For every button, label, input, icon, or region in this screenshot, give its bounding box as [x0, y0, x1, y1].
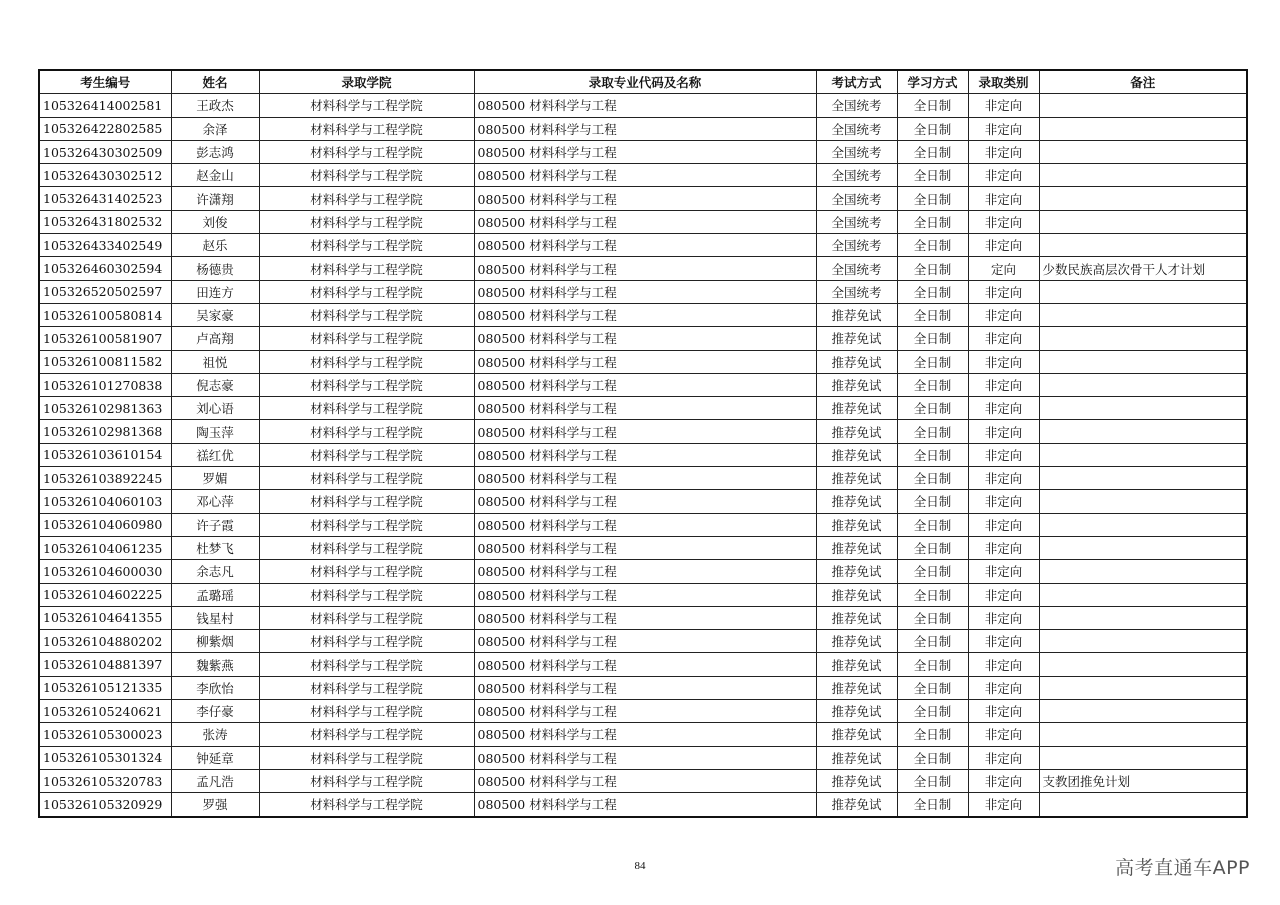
page-number: 84: [634, 860, 646, 872]
cell-exam: 全国统考: [816, 187, 897, 210]
header-name: 姓名: [171, 70, 259, 94]
cell-study: 全日制: [897, 443, 968, 466]
cell-name: 柳紫烟: [171, 630, 259, 653]
cell-name: 钱星村: [171, 606, 259, 629]
cell-name: 余泽: [171, 117, 259, 140]
cell-college: 材料科学与工程学院: [259, 700, 474, 723]
header-major: 录取专业代码及名称: [474, 70, 816, 94]
table-row: [39, 117, 1247, 140]
cell-note: [1039, 560, 1247, 583]
cell-study: 全日制: [897, 653, 968, 676]
cell-study: 全日制: [897, 94, 968, 117]
cell-major: 080500 材料科学与工程: [474, 723, 816, 746]
table-row: [39, 769, 1247, 792]
cell-exam: 全国统考: [816, 140, 897, 163]
cell-note: [1039, 583, 1247, 606]
cell-id: 105326103610154: [39, 443, 171, 466]
cell-major: 080500 材料科学与工程: [474, 327, 816, 350]
table-row: [39, 723, 1247, 746]
cell-name: 卢高翔: [171, 327, 259, 350]
cell-name: 王政杰: [171, 94, 259, 117]
cell-category: 非定向: [968, 187, 1039, 210]
cell-major: 080500 材料科学与工程: [474, 606, 816, 629]
cell-category: 非定向: [968, 676, 1039, 699]
cell-major: 080500 材料科学与工程: [474, 630, 816, 653]
cell-name: 彭志鸿: [171, 140, 259, 163]
table-row: [39, 630, 1247, 653]
cell-category: 非定向: [968, 467, 1039, 490]
cell-id: 105326460302594: [39, 257, 171, 280]
cell-name: 钟延章: [171, 746, 259, 769]
cell-note: [1039, 234, 1247, 257]
cell-exam: 推荐免试: [816, 793, 897, 817]
cell-study: 全日制: [897, 187, 968, 210]
table-row: [39, 467, 1247, 490]
cell-id: 105326105301324: [39, 746, 171, 769]
cell-study: 全日制: [897, 117, 968, 140]
cell-college: 材料科学与工程学院: [259, 560, 474, 583]
cell-college: 材料科学与工程学院: [259, 94, 474, 117]
cell-note: 少数民族高层次骨干人才计划: [1039, 257, 1247, 280]
cell-note: [1039, 746, 1247, 769]
cell-college: 材料科学与工程学院: [259, 443, 474, 466]
cell-note: [1039, 303, 1247, 326]
cell-major: 080500 材料科学与工程: [474, 420, 816, 443]
cell-exam: 推荐免试: [816, 327, 897, 350]
cell-category: 非定向: [968, 723, 1039, 746]
cell-college: 材料科学与工程学院: [259, 164, 474, 187]
cell-id: 105326104602225: [39, 583, 171, 606]
cell-id: 105326430302509: [39, 140, 171, 163]
cell-id: 105326433402549: [39, 234, 171, 257]
table-row: [39, 420, 1247, 443]
cell-exam: 推荐免试: [816, 606, 897, 629]
cell-category: 非定向: [968, 793, 1039, 817]
cell-name: 余志凡: [171, 560, 259, 583]
cell-note: [1039, 490, 1247, 513]
cell-note: 支教团推免计划: [1039, 769, 1247, 792]
cell-note: [1039, 94, 1247, 117]
cell-category: 非定向: [968, 164, 1039, 187]
cell-exam: 推荐免试: [816, 490, 897, 513]
table-row: [39, 397, 1247, 420]
cell-major: 080500 材料科学与工程: [474, 769, 816, 792]
cell-study: 全日制: [897, 676, 968, 699]
table-row: [39, 140, 1247, 163]
cell-category: 非定向: [968, 653, 1039, 676]
cell-name: 孟凡浩: [171, 769, 259, 792]
cell-major: 080500 材料科学与工程: [474, 560, 816, 583]
cell-major: 080500 材料科学与工程: [474, 210, 816, 233]
cell-major: 080500 材料科学与工程: [474, 536, 816, 559]
cell-major: 080500 材料科学与工程: [474, 280, 816, 303]
cell-id: 105326104641355: [39, 606, 171, 629]
cell-exam: 推荐免试: [816, 630, 897, 653]
cell-college: 材料科学与工程学院: [259, 606, 474, 629]
cell-note: [1039, 443, 1247, 466]
table-row: [39, 676, 1247, 699]
table-row: [39, 653, 1247, 676]
cell-category: 非定向: [968, 280, 1039, 303]
table-row: [39, 700, 1247, 723]
cell-category: 定向: [968, 257, 1039, 280]
cell-study: 全日制: [897, 630, 968, 653]
cell-study: 全日制: [897, 164, 968, 187]
cell-major: 080500 材料科学与工程: [474, 746, 816, 769]
cell-major: 080500 材料科学与工程: [474, 140, 816, 163]
cell-id: 105326104060103: [39, 490, 171, 513]
cell-college: 材料科学与工程学院: [259, 536, 474, 559]
cell-college: 材料科学与工程学院: [259, 653, 474, 676]
cell-college: 材料科学与工程学院: [259, 746, 474, 769]
cell-college: 材料科学与工程学院: [259, 723, 474, 746]
cell-college: 材料科学与工程学院: [259, 350, 474, 373]
cell-id: 105326105320783: [39, 769, 171, 792]
cell-name: 杨德贵: [171, 257, 259, 280]
cell-college: 材料科学与工程学院: [259, 210, 474, 233]
cell-exam: 全国统考: [816, 280, 897, 303]
table-row: [39, 560, 1247, 583]
cell-exam: 推荐免试: [816, 350, 897, 373]
table-row: [39, 443, 1247, 466]
cell-study: 全日制: [897, 140, 968, 163]
cell-category: 非定向: [968, 746, 1039, 769]
cell-study: 全日制: [897, 257, 968, 280]
cell-study: 全日制: [897, 234, 968, 257]
cell-id: 105326105240621: [39, 700, 171, 723]
cell-note: [1039, 606, 1247, 629]
cell-name: 许子霞: [171, 513, 259, 536]
cell-category: 非定向: [968, 94, 1039, 117]
cell-major: 080500 材料科学与工程: [474, 443, 816, 466]
cell-exam: 全国统考: [816, 210, 897, 233]
cell-exam: 全国统考: [816, 164, 897, 187]
table-row: [39, 490, 1247, 513]
cell-name: 祖悦: [171, 350, 259, 373]
table-row: [39, 257, 1247, 280]
table-row: [39, 583, 1247, 606]
cell-exam: 全国统考: [816, 257, 897, 280]
cell-major: 080500 材料科学与工程: [474, 257, 816, 280]
cell-note: [1039, 210, 1247, 233]
cell-major: 080500 材料科学与工程: [474, 117, 816, 140]
header-exam: 考试方式: [816, 70, 897, 94]
cell-category: 非定向: [968, 583, 1039, 606]
cell-college: 材料科学与工程学院: [259, 373, 474, 396]
cell-major: 080500 材料科学与工程: [474, 653, 816, 676]
cell-major: 080500 材料科学与工程: [474, 676, 816, 699]
cell-category: 非定向: [968, 443, 1039, 466]
cell-id: 105326422802585: [39, 117, 171, 140]
cell-note: [1039, 793, 1247, 817]
cell-college: 材料科学与工程学院: [259, 397, 474, 420]
cell-major: 080500 材料科学与工程: [474, 397, 816, 420]
cell-name: 禚红优: [171, 443, 259, 466]
cell-name: 杜梦飞: [171, 536, 259, 559]
admission-table: [38, 69, 1248, 818]
cell-name: 孟璐瑶: [171, 583, 259, 606]
cell-study: 全日制: [897, 350, 968, 373]
header-study: 学习方式: [897, 70, 968, 94]
cell-name: 魏紫燕: [171, 653, 259, 676]
watermark: 高考直通车APP: [1115, 857, 1250, 879]
cell-id: 105326431402523: [39, 187, 171, 210]
cell-note: [1039, 350, 1247, 373]
header-college: 录取学院: [259, 70, 474, 94]
cell-study: 全日制: [897, 560, 968, 583]
cell-major: 080500 材料科学与工程: [474, 303, 816, 326]
cell-id: 105326103892245: [39, 467, 171, 490]
cell-college: 材料科学与工程学院: [259, 257, 474, 280]
cell-major: 080500 材料科学与工程: [474, 164, 816, 187]
header-note: 备注: [1039, 70, 1247, 94]
cell-major: 080500 材料科学与工程: [474, 490, 816, 513]
table-row: [39, 94, 1247, 117]
cell-id: 105326104060980: [39, 513, 171, 536]
cell-note: [1039, 653, 1247, 676]
cell-study: 全日制: [897, 303, 968, 326]
cell-note: [1039, 420, 1247, 443]
cell-study: 全日制: [897, 490, 968, 513]
cell-college: 材料科学与工程学院: [259, 187, 474, 210]
cell-study: 全日制: [897, 700, 968, 723]
cell-note: [1039, 187, 1247, 210]
cell-note: [1039, 723, 1247, 746]
cell-id: 105326101270838: [39, 373, 171, 396]
cell-name: 刘俊: [171, 210, 259, 233]
cell-major: 080500 材料科学与工程: [474, 234, 816, 257]
table-row: [39, 210, 1247, 233]
cell-exam: 全国统考: [816, 94, 897, 117]
cell-id: 105326100581907: [39, 327, 171, 350]
cell-study: 全日制: [897, 467, 968, 490]
table-row: [39, 234, 1247, 257]
table-row: [39, 536, 1247, 559]
cell-college: 材料科学与工程学院: [259, 676, 474, 699]
cell-category: 非定向: [968, 700, 1039, 723]
cell-study: 全日制: [897, 723, 968, 746]
cell-college: 材料科学与工程学院: [259, 140, 474, 163]
cell-id: 105326100811582: [39, 350, 171, 373]
cell-exam: 推荐免试: [816, 397, 897, 420]
cell-category: 非定向: [968, 630, 1039, 653]
cell-name: 李欣怡: [171, 676, 259, 699]
cell-note: [1039, 536, 1247, 559]
cell-exam: 推荐免试: [816, 560, 897, 583]
cell-college: 材料科学与工程学院: [259, 327, 474, 350]
cell-category: 非定向: [968, 606, 1039, 629]
cell-study: 全日制: [897, 513, 968, 536]
table-row: [39, 373, 1247, 396]
cell-note: [1039, 327, 1247, 350]
cell-name: 邓心萍: [171, 490, 259, 513]
cell-category: 非定向: [968, 373, 1039, 396]
cell-exam: 推荐免试: [816, 746, 897, 769]
cell-id: 105326102981363: [39, 397, 171, 420]
cell-name: 陶玉萍: [171, 420, 259, 443]
cell-college: 材料科学与工程学院: [259, 420, 474, 443]
cell-category: 非定向: [968, 350, 1039, 373]
cell-college: 材料科学与工程学院: [259, 303, 474, 326]
cell-study: 全日制: [897, 793, 968, 817]
table-body: [39, 94, 1247, 817]
cell-exam: 推荐免试: [816, 583, 897, 606]
cell-exam: 全国统考: [816, 117, 897, 140]
header-category: 录取类别: [968, 70, 1039, 94]
cell-id: 105326520502597: [39, 280, 171, 303]
cell-note: [1039, 117, 1247, 140]
cell-id: 105326100580814: [39, 303, 171, 326]
cell-study: 全日制: [897, 397, 968, 420]
table-row: [39, 164, 1247, 187]
cell-college: 材料科学与工程学院: [259, 467, 474, 490]
cell-id: 105326414002581: [39, 94, 171, 117]
cell-note: [1039, 630, 1247, 653]
cell-college: 材料科学与工程学院: [259, 793, 474, 817]
cell-category: 非定向: [968, 140, 1039, 163]
table-row: [39, 303, 1247, 326]
cell-exam: 推荐免试: [816, 420, 897, 443]
cell-id: 105326105121335: [39, 676, 171, 699]
cell-college: 材料科学与工程学院: [259, 234, 474, 257]
table-row: [39, 746, 1247, 769]
cell-note: [1039, 676, 1247, 699]
cell-note: [1039, 280, 1247, 303]
table-row: [39, 606, 1247, 629]
cell-exam: 推荐免试: [816, 723, 897, 746]
cell-category: 非定向: [968, 769, 1039, 792]
cell-exam: 全国统考: [816, 234, 897, 257]
cell-name: 赵乐: [171, 234, 259, 257]
table-row: [39, 513, 1247, 536]
cell-note: [1039, 700, 1247, 723]
cell-id: 105326102981368: [39, 420, 171, 443]
cell-id: 105326104880202: [39, 630, 171, 653]
cell-college: 材料科学与工程学院: [259, 490, 474, 513]
cell-category: 非定向: [968, 210, 1039, 233]
cell-category: 非定向: [968, 303, 1039, 326]
cell-id: 105326104881397: [39, 653, 171, 676]
cell-college: 材料科学与工程学院: [259, 117, 474, 140]
cell-college: 材料科学与工程学院: [259, 583, 474, 606]
cell-name: 倪志豪: [171, 373, 259, 396]
cell-college: 材料科学与工程学院: [259, 769, 474, 792]
cell-note: [1039, 397, 1247, 420]
cell-exam: 推荐免试: [816, 513, 897, 536]
cell-major: 080500 材料科学与工程: [474, 583, 816, 606]
cell-name: 许潇翔: [171, 187, 259, 210]
cell-study: 全日制: [897, 210, 968, 233]
cell-name: 张涛: [171, 723, 259, 746]
cell-category: 非定向: [968, 560, 1039, 583]
cell-id: 105326430302512: [39, 164, 171, 187]
cell-name: 李仔豪: [171, 700, 259, 723]
table-row: [39, 280, 1247, 303]
cell-exam: 推荐免试: [816, 676, 897, 699]
cell-id: 105326104600030: [39, 560, 171, 583]
cell-major: 080500 材料科学与工程: [474, 467, 816, 490]
cell-name: 吴家豪: [171, 303, 259, 326]
cell-exam: 推荐免试: [816, 303, 897, 326]
cell-study: 全日制: [897, 746, 968, 769]
cell-exam: 推荐免试: [816, 467, 897, 490]
table-header-row: [39, 70, 1247, 94]
cell-note: [1039, 513, 1247, 536]
cell-exam: 推荐免试: [816, 653, 897, 676]
cell-exam: 推荐免试: [816, 443, 897, 466]
cell-category: 非定向: [968, 234, 1039, 257]
cell-id: 105326105320929: [39, 793, 171, 817]
cell-category: 非定向: [968, 490, 1039, 513]
cell-category: 非定向: [968, 117, 1039, 140]
cell-college: 材料科学与工程学院: [259, 630, 474, 653]
cell-study: 全日制: [897, 606, 968, 629]
cell-exam: 推荐免试: [816, 373, 897, 396]
cell-major: 080500 材料科学与工程: [474, 94, 816, 117]
cell-major: 080500 材料科学与工程: [474, 350, 816, 373]
cell-name: 罗媚: [171, 467, 259, 490]
cell-exam: 推荐免试: [816, 769, 897, 792]
cell-category: 非定向: [968, 536, 1039, 559]
header-id: 考生编号: [39, 70, 171, 94]
cell-major: 080500 材料科学与工程: [474, 187, 816, 210]
cell-college: 材料科学与工程学院: [259, 513, 474, 536]
table-row: [39, 350, 1247, 373]
cell-id: 105326105300023: [39, 723, 171, 746]
cell-study: 全日制: [897, 373, 968, 396]
cell-study: 全日制: [897, 769, 968, 792]
cell-major: 080500 材料科学与工程: [474, 700, 816, 723]
cell-study: 全日制: [897, 420, 968, 443]
cell-exam: 推荐免试: [816, 700, 897, 723]
cell-name: 赵金山: [171, 164, 259, 187]
cell-id: 105326431802532: [39, 210, 171, 233]
cell-college: 材料科学与工程学院: [259, 280, 474, 303]
cell-exam: 推荐免试: [816, 536, 897, 559]
cell-name: 田连方: [171, 280, 259, 303]
cell-note: [1039, 467, 1247, 490]
cell-study: 全日制: [897, 327, 968, 350]
cell-note: [1039, 140, 1247, 163]
cell-note: [1039, 373, 1247, 396]
cell-category: 非定向: [968, 327, 1039, 350]
table-row: [39, 793, 1247, 817]
cell-major: 080500 材料科学与工程: [474, 793, 816, 817]
cell-study: 全日制: [897, 280, 968, 303]
cell-study: 全日制: [897, 583, 968, 606]
cell-category: 非定向: [968, 397, 1039, 420]
cell-major: 080500 材料科学与工程: [474, 373, 816, 396]
cell-major: 080500 材料科学与工程: [474, 513, 816, 536]
cell-name: 罗强: [171, 793, 259, 817]
cell-id: 105326104061235: [39, 536, 171, 559]
cell-category: 非定向: [968, 420, 1039, 443]
cell-category: 非定向: [968, 513, 1039, 536]
table-row: [39, 327, 1247, 350]
cell-note: [1039, 164, 1247, 187]
cell-study: 全日制: [897, 536, 968, 559]
table-row: [39, 187, 1247, 210]
cell-name: 刘心语: [171, 397, 259, 420]
